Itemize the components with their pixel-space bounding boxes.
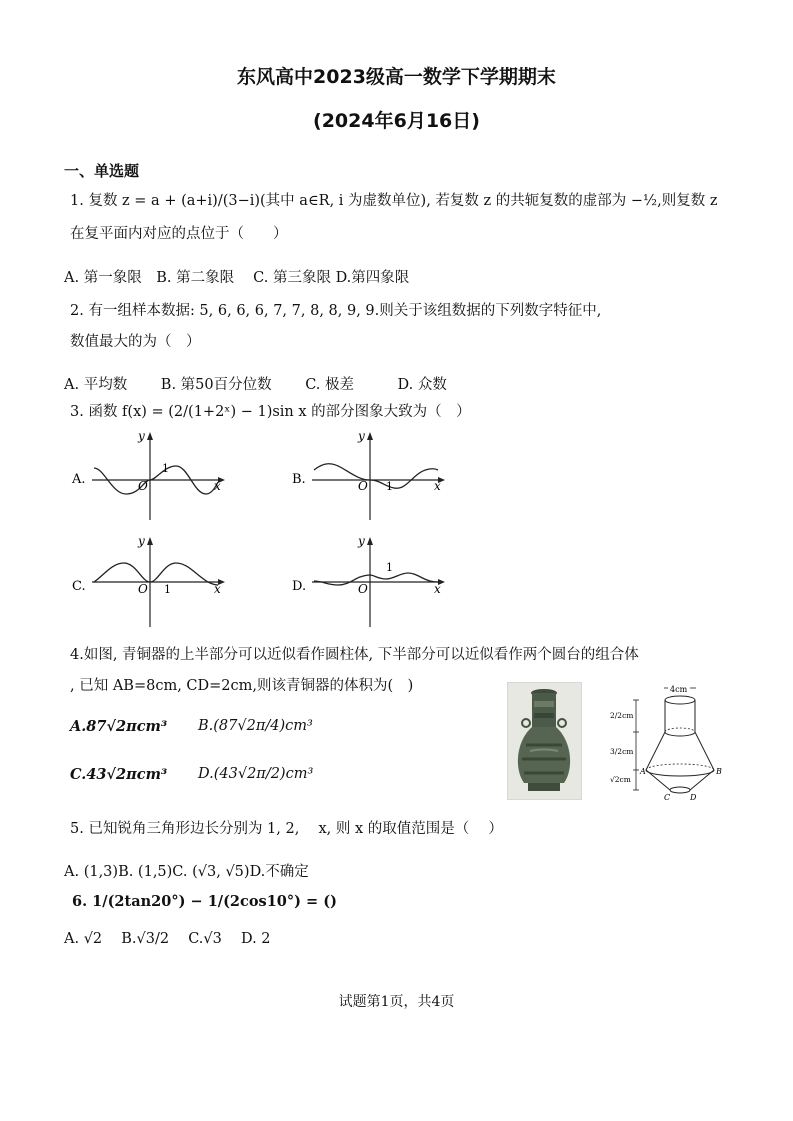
q1-options: A. 第一象限 B. 第二象限 C. 第三象限 D.第四象限 bbox=[64, 270, 410, 286]
bronze-vessel-photo bbox=[507, 682, 582, 800]
q4-stem-line2: , 已知 AB=8cm, CD=2cm,则该青铜器的体积为( ) bbox=[70, 678, 414, 694]
graph-a-one: 1 bbox=[162, 462, 169, 475]
exam-date: (2024年6月16日) bbox=[313, 110, 480, 132]
exam-title: 东风高中2023级高一数学下学期期末 bbox=[237, 66, 556, 88]
q3-stem: 3. 函数 f(x) = (2/(1+2ˣ) − 1)sin x 的部分图象大致为（ ） bbox=[70, 404, 471, 420]
graph-d-one: 1 bbox=[386, 561, 393, 574]
graph-b-label: B. bbox=[292, 472, 306, 487]
graph-d-x: x bbox=[434, 582, 441, 596]
graph-a-origin: O bbox=[138, 479, 148, 493]
q4-option-a[interactable]: A.87√2πcm³ bbox=[70, 718, 168, 735]
graph-c-y: y bbox=[138, 535, 145, 548]
graph-d-y: y bbox=[358, 535, 365, 548]
q1-stem-line1: 1. 复数 z = a + (a+i)/(3−i)(其中 a∈R, i 为虚数单位), 若复数 z 的共轭复数的虚部为 −½,则复数 z bbox=[70, 193, 718, 209]
q6-options: A. √2 B.√3/2 C.√3 D. 2 bbox=[64, 931, 271, 947]
q4-option-b[interactable]: B.(87√2π/4)cm³ bbox=[198, 718, 313, 734]
diagram-point-d: D bbox=[690, 793, 697, 802]
diagram-point-c: C bbox=[664, 793, 671, 802]
graph-a-x: x bbox=[214, 479, 221, 493]
graph-a-y: y bbox=[138, 429, 145, 443]
graph-b-y: y bbox=[358, 429, 365, 443]
diagram-top-label: 4cm bbox=[670, 685, 688, 694]
diagram-height-1: 2/2cm bbox=[610, 711, 634, 720]
graph-a[interactable] bbox=[68, 428, 228, 522]
graph-c-origin: O bbox=[138, 582, 148, 596]
graph-c-label: C. bbox=[72, 579, 86, 594]
graph-c[interactable] bbox=[68, 535, 228, 629]
graph-b[interactable] bbox=[288, 428, 448, 522]
graph-d-label: D. bbox=[292, 579, 307, 594]
q1-stem-line2: 在复平面内对应的点位于（ ） bbox=[70, 226, 288, 242]
graph-c-x: x bbox=[214, 582, 221, 596]
q2-stem-line2: 数值最大的为（ ） bbox=[70, 334, 201, 350]
q4-option-d[interactable]: D.(43√2π/2)cm³ bbox=[198, 766, 314, 782]
q4-stem-line1: 4.如图, 青铜器的上半部分可以近似看作圆柱体, 下半部分可以近似看作两个圆台的组合体 bbox=[70, 647, 639, 663]
diagram-height-2: 3/2cm bbox=[610, 747, 634, 756]
q5-options: A. (1,3)B. (1,5)C. (√3, √5)D.不确定 bbox=[64, 864, 309, 880]
section-heading: 一、单选题 bbox=[64, 162, 140, 180]
vessel-geometry-diagram bbox=[608, 682, 738, 802]
q6-stem: 6. 1/(2tan20°) − 1/(2cos10°) = () bbox=[72, 893, 337, 910]
graph-b-one: 1 bbox=[386, 480, 393, 493]
graph-c-one: 1 bbox=[164, 583, 171, 596]
diagram-height-3: √2cm bbox=[610, 775, 631, 784]
q2-stem-line1: 2. 有一组样本数据: 5, 6, 6, 6, 7, 7, 8, 8, 9, 9.则关于该组数据的下列数字特征中, bbox=[70, 303, 602, 319]
graph-a-label: A. bbox=[72, 472, 86, 487]
diagram-point-b: B bbox=[716, 767, 722, 776]
q2-options: A. 平均数 B. 第50百分位数 C. 极差 D. 众数 bbox=[64, 377, 447, 393]
diagram-point-a: A bbox=[640, 767, 646, 776]
q5-stem: 5. 已知锐角三角形边长分别为 1, 2, x, 则 x 的取值范围是（ ） bbox=[70, 821, 503, 837]
graph-d[interactable] bbox=[288, 535, 448, 629]
graph-b-origin: O bbox=[358, 479, 368, 493]
graph-b-x: x bbox=[434, 479, 441, 493]
graph-d-origin: O bbox=[358, 582, 368, 596]
page-footer: 试题第1页，共4页 bbox=[338, 994, 455, 1010]
q4-option-c[interactable]: C.43√2πcm³ bbox=[70, 766, 168, 783]
